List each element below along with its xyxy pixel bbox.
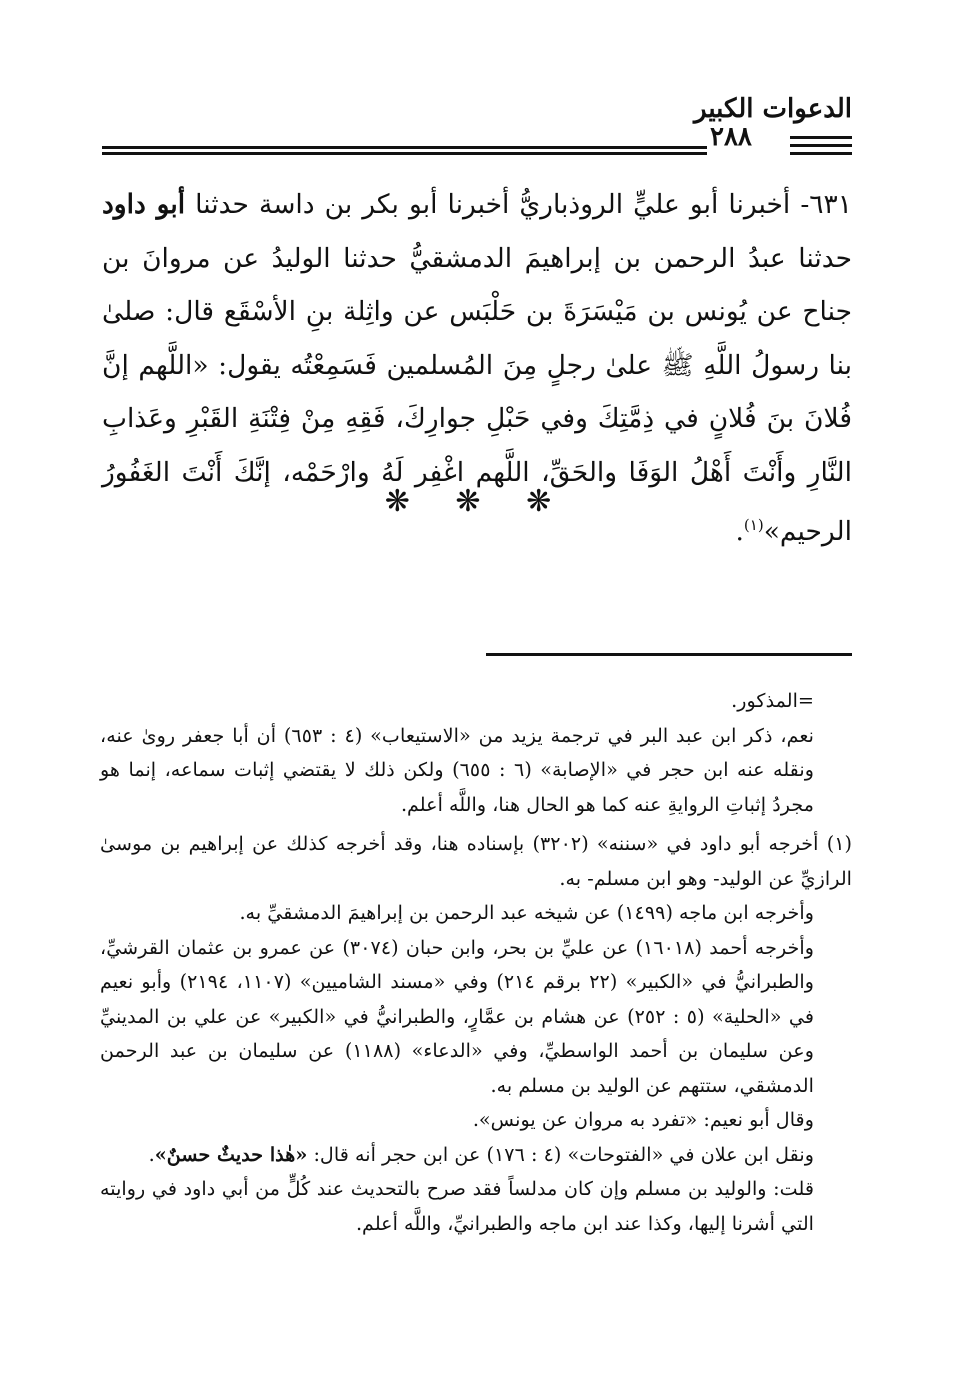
footnote-paragraph xyxy=(100,1138,852,1173)
footnote-paragraph: نعم، ذكر ابن عبد البر في ترجمة يزيد من «الاستيعاب» (٤ : ٦٥٣) أن أبا جعفر روىٰ عنه، ونقله عنه ابن حجر في «الإصابة» (٦ : ٦٥٥) ولكن ذلك لا يقتضي إثبات سماعه، إنما هو مجردُ إثباتِ الروايةِ عنه كما هو الحال هنا، واللَّه أعلم. xyxy=(100,723,814,816)
footnote-paragraph: =المذكور. xyxy=(731,689,814,712)
footnotes xyxy=(100,684,852,1241)
footnote-paragraph: قلت: والوليد بن مسلم وإن كان مدلساً فقد صرح بالتحديث عند كُلٍّ من أبي داود في روايته التي أشرنا إليها، وكذا عند ابن ماجه والطبرانيِّ، واللَّه أعلم. xyxy=(100,1177,814,1235)
hadith-narrator: أبو داود xyxy=(102,189,186,220)
footnote-text: . xyxy=(148,1142,155,1166)
hadith-intro: ٦٣١- أخبرنا أبو عليٍّ الروذباريُّ أخبرنا أبو بكر بن داسة حدثنا xyxy=(195,189,852,220)
footnote-1 xyxy=(100,827,852,1241)
footnote-text: أخرجه أبو داود في «سننه» (٣٢٠٢) بإسناده هنا، وقد أخرجه كذلك عن إبراهيم بن موسىٰ الرازيِّ عن الوليد- وهو ابن مسلم- به. xyxy=(100,832,852,890)
header-rule-right-3 xyxy=(790,152,852,155)
hadith-body: حدثنا عبدُ الرحمن بن إبراهيمَ الدمشقيُّ حدثنا الوليدُ عن مروانَ بن جناح عن يُونس بن مَيْسَرَةَ بن حَلْبَس عن واثِلة بنِ الأسْقَع قال: صلىٰ بنا رسولُ اللَّهِ ﷺ علىٰ رجلٍ مِنَ المُسلمين فَسَمِعْتُه يقول: «اللَّهم إنَّ فُلانَ بنَ فُلانٍ في ذِمَّتِكَ وفي حَبْلِ جوارِكَ، فَقِهِ مِنْ فِتْنَةِ القَبْرِ وعَذابِ النَّارِ وأَنْتَ أَهْلُ الوَفَا والحَقِّ، اللَّهم اغْفِر لَهُ وارْحَمْه، إنَّكَ أَنْتَ الغَفُورُ الرحيم» xyxy=(102,242,852,547)
footnote-paragraph: وقال أبو نعيم: «تفرد به مروان عن يونس». xyxy=(472,1108,814,1131)
footnote-marker: (١) xyxy=(826,832,853,855)
header-rule-right-2 xyxy=(790,144,852,147)
hadith-end: . xyxy=(735,515,744,547)
page-number: ٢٨٨ xyxy=(710,122,752,152)
footnote-separator xyxy=(486,653,852,656)
footnote-continuation xyxy=(100,684,852,822)
header-rule-right xyxy=(790,136,852,139)
footnote-bold-quote: «هٰذا حديثٌ حسنٌ» xyxy=(154,1142,308,1166)
running-header-title: الدعوات الكبير xyxy=(693,94,852,124)
footnote-paragraph: وأخرجه أحمد (١٦٠١٨) عن عليِّ بن بحر، وابن حبان (٣٠٧٤) عن عمرو بن عثمان القرشيِّ، والطبرانيُّ في «الكبير» (٢٢ برقم ٢١٤) وفي «مسند الشاميين» (١١٠٧، ٢١٩٤) وأبو نعيم في «الحلية» (٥ : ٢٥٢) عن هشام بن عمَّارٍ، والطبرانيُّ في «الكبير» عن علي بن المدينيِّ وعن سليمان بن أحمد الواسطيِّ، وفي «الدعاء» (١١٨٨) عن سليمان بن عبد الرحمن الدمشقي، ستتهم عن الوليد بن مسلم به. xyxy=(100,935,815,1097)
footnote-reference: (١) xyxy=(743,516,764,534)
section-separator: ❋ ❋ ❋ xyxy=(384,484,570,519)
footnote-text: ونقل ابن علان في «الفتوحات» (٤ : ١٧٦) عن ابن حجر أنه قال: xyxy=(313,1142,814,1166)
footnote-paragraph: وأخرجه ابن ماجه (١٤٩٩) عن شيخه عبد الرحمن بن إبراهيمَ الدمشقيِّ به. xyxy=(239,901,814,924)
footnote-paragraph xyxy=(100,827,852,896)
header-rule-left-2 xyxy=(102,152,707,155)
header-rule-left xyxy=(102,146,707,149)
